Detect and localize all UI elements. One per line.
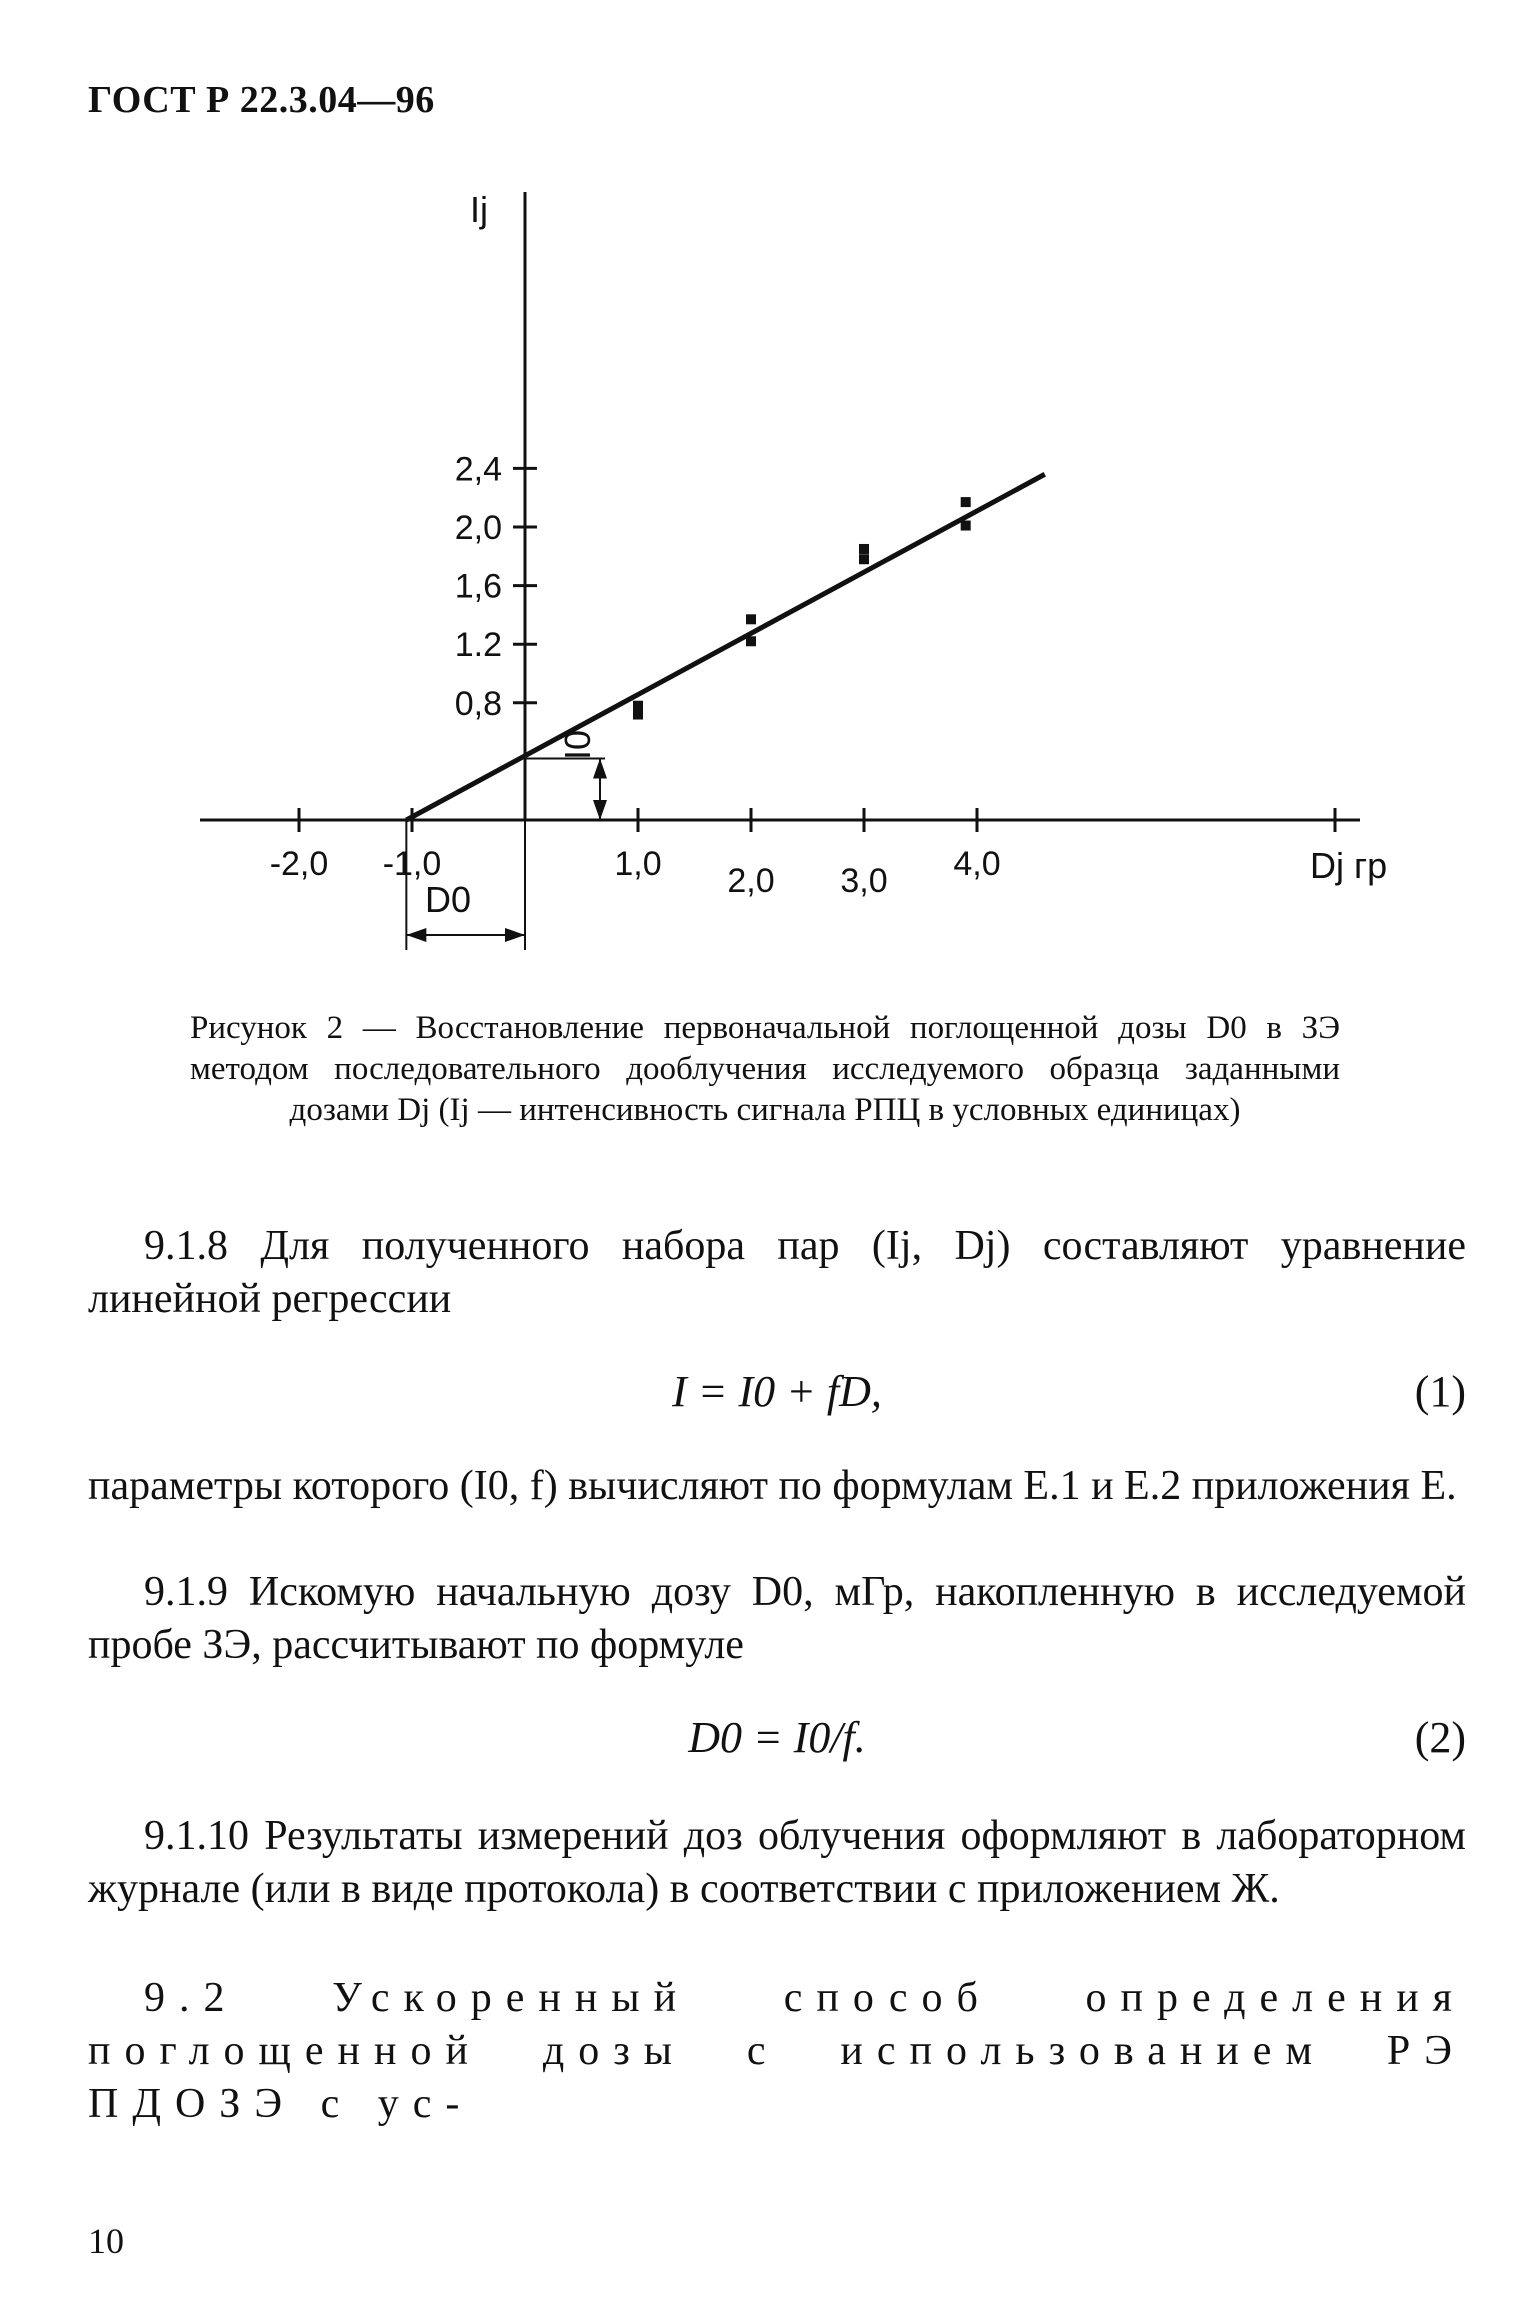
data-point: [746, 636, 756, 646]
data-point: [859, 544, 869, 554]
data-point: [859, 554, 869, 564]
paragraph-9-1-9: 9.1.9 Искомую начальную дозу D0, мГр, накопленную в исследуемой пробе ЗЭ, рассчитывают по формуле: [88, 1569, 1466, 1668]
formula-1-expression: I = I0 + fD,: [672, 1367, 882, 1416]
d0-arrow-left: [406, 928, 426, 942]
data-point: [633, 701, 643, 711]
document-header: ГОСТ Р 22.3.04—96: [88, 79, 435, 121]
x-tick-label: 2,0: [727, 862, 775, 900]
paragraph-9-1-10: 9.1.10 Результаты измерений доз облучения оформляют в лабораторном журнале (или в виде протокола) в соответствии с приложением Ж.: [88, 1813, 1466, 1912]
x-tick-label: 3,0: [840, 862, 888, 900]
paragraph-9-2: 9.2 Ускоренный способ определения поглощенной дозы с использованием РЭ ПДОЗЭ с ус-: [88, 1975, 1466, 2127]
y-tick-label: 2,4: [454, 450, 502, 489]
formula-2-number: (2): [1414, 1713, 1466, 1762]
d0-label: D0: [425, 879, 472, 920]
y-tick-label: 0,8: [454, 684, 502, 723]
paragraph-9-1-8: 9.1.8 Для полученного набора пар (Ij, Dj) составляют уравнение линейной регрессии: [88, 1223, 1466, 1322]
d0-arrow-right: [505, 928, 525, 942]
formula-1: [88, 1364, 1466, 1420]
page-number: 10: [88, 2221, 124, 2261]
data-point: [961, 497, 971, 507]
x-tick-label: -2,0: [269, 845, 329, 883]
i0-label: I0: [557, 729, 598, 760]
x-tick-label: 4,0: [953, 845, 1001, 883]
paragraph-9-1-8-continued: параметры которого (I0, f) вычисляют по формулам Е.1 и Е.2 приложения Е.: [88, 1463, 1457, 1509]
formula-2-expression: D0 = I0/f.: [688, 1713, 866, 1762]
formula-1-number: (1): [1414, 1367, 1466, 1416]
y-tick-label: 1,6: [454, 567, 502, 606]
i0-arrow-bottom: [593, 800, 607, 820]
y-tick-label: 1.2: [454, 626, 502, 665]
dose-regression-chart: [0, 0, 1538, 1000]
data-point: [746, 614, 756, 624]
x-tick-label: 1,0: [614, 845, 662, 883]
figure-caption: Рисунок 2 — Восстановление первоначальной поглощенной дозы D0 в ЗЭ методом последовательного дооблучения исследуемого образца заданными дозами Dj (Ij — интенсивность сигнала РПЦ в условных единицах): [190, 1010, 1340, 1128]
formula-2: [88, 1710, 1466, 1766]
data-point: [633, 710, 643, 720]
regression-line: [406, 474, 1044, 820]
x-axis-label: Dj гр: [1310, 845, 1388, 886]
y-axis-label: Ij: [470, 189, 488, 230]
i0-arrow-top: [593, 758, 607, 778]
x-tick-label: -1,0: [382, 845, 442, 883]
y-tick-label: 2,0: [454, 509, 502, 547]
data-point: [961, 521, 971, 531]
